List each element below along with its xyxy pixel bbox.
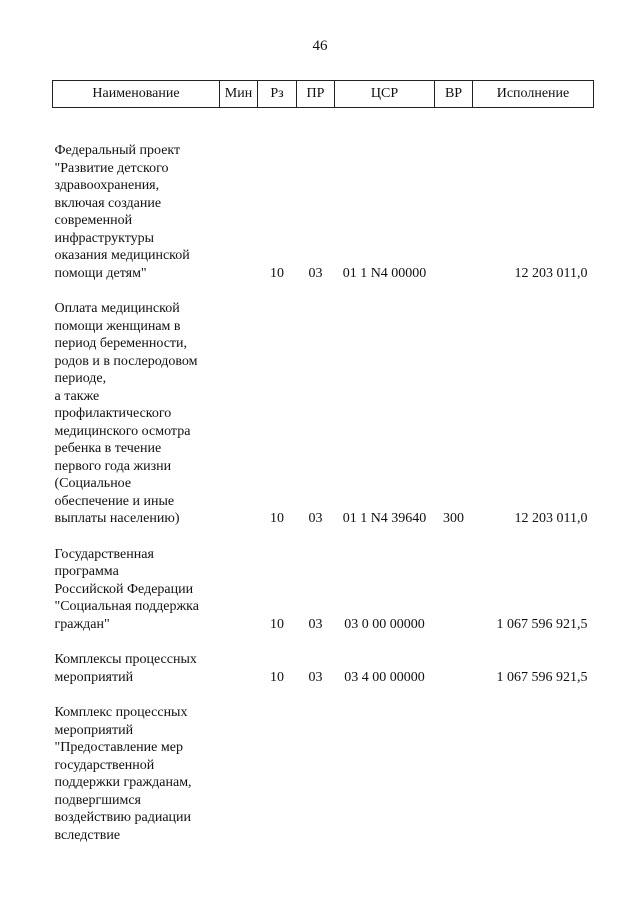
- table-row: [53, 108, 594, 283]
- row-csr: 03 4 00 00000: [344, 669, 425, 685]
- table-row: [53, 633, 594, 686]
- row-rz: [258, 686, 297, 844]
- row-rz: 10: [270, 511, 284, 526]
- row-name: Комплексы процессных мероприятий: [54, 652, 197, 685]
- row-name: Оплата медицинской помощи женщинам в период беременности, родов и в послеродовом периоде, а также профилактического медицинского осмотра ребенка в течение первого года жизни (Социальное обеспечение и иные выплаты населению): [54, 301, 198, 526]
- row-vr: 300: [443, 511, 464, 526]
- row-min: [220, 633, 258, 686]
- header-vr: ВР: [435, 81, 473, 108]
- row-min: [220, 528, 258, 634]
- row-min: [220, 108, 258, 283]
- header-csr: ЦСР: [335, 81, 435, 108]
- row-pr: 03: [308, 616, 323, 632]
- row-pr: 03: [308, 265, 323, 281]
- row-amount: 12 203 011,0: [514, 511, 588, 526]
- table-row: [53, 686, 594, 844]
- page-number: 46: [312, 38, 328, 54]
- row-vr: [435, 633, 473, 686]
- header-rz: Рз: [258, 81, 297, 108]
- row-name: Комплекс процессных мероприятий "Предоставление мер государственной поддержки гражданам, подвергшимся воздействию радиации вследствие: [54, 705, 192, 843]
- row-amount: [473, 686, 594, 844]
- budget-table: [52, 80, 594, 844]
- header-min: Мин: [220, 81, 258, 108]
- row-name: Государственная программа Российской Федерации "Социальная поддержка граждан": [54, 546, 199, 632]
- header-amount: Исполнение: [473, 81, 594, 108]
- row-vr: [435, 686, 473, 844]
- row-rz: 10: [270, 265, 284, 281]
- row-csr: 03 0 00 00000: [344, 616, 425, 632]
- header-name: Наименование: [53, 81, 220, 108]
- row-rz: 10: [270, 669, 284, 685]
- row-amount: 1 067 596 921,5: [496, 616, 588, 632]
- row-vr: [435, 108, 473, 283]
- table-header: [53, 81, 594, 108]
- header-pr: ПР: [297, 81, 335, 108]
- row-vr: [435, 528, 473, 634]
- table-row: [53, 282, 594, 528]
- row-min: [220, 282, 258, 528]
- row-csr: 01 1 N4 00000: [342, 265, 427, 281]
- row-csr: 01 1 N4 39640: [342, 511, 427, 526]
- row-csr: [335, 686, 435, 844]
- row-pr: 03: [308, 511, 323, 526]
- row-min: [220, 686, 258, 844]
- row-pr: [297, 686, 335, 844]
- row-name: Федеральный проект "Развитие детского здравоохранения, включая создание современной инфраструктуры оказания медицинской помощи детям": [54, 143, 190, 281]
- table-row: [53, 528, 594, 634]
- row-rz: 10: [270, 616, 284, 632]
- row-pr: 03: [308, 669, 323, 685]
- row-amount: 1 067 596 921,5: [496, 669, 588, 685]
- row-amount: 12 203 011,0: [514, 265, 588, 281]
